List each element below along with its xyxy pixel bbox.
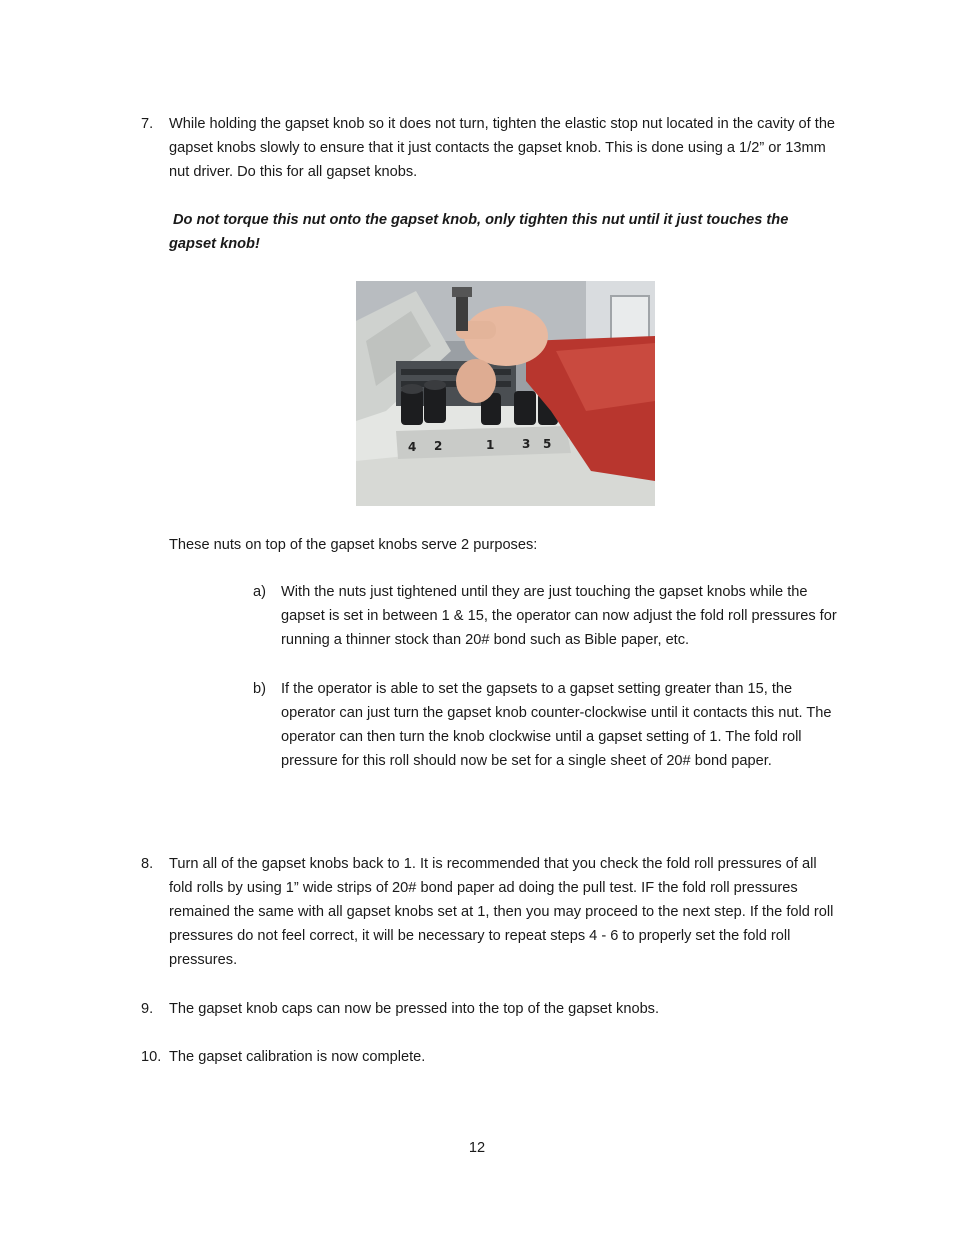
step-number-9: 9.	[141, 1001, 154, 1017]
step-text-8: Turn all of the gapset knobs back to 1. It is recommended that you check the fold roll pressures of all fold rolls by using 1” wide strips of 20# bond paper ad doing the pull test. IF the fold roll pressures remained the same with all gapset knobs set at 1, then you may proceed to the next step. If the fold roll pressures do not feel correct, it will be necessary to repeat steps 4 - 6 to properly set the fold roll pressures.	[169, 856, 834, 968]
knob-label-3: 3	[522, 437, 531, 451]
page-number: 12	[468, 1140, 486, 1156]
step-text-7: While holding the gapset knob so it does not turn, tighten the elastic stop nut located in the cavity of the gapset knobs slowly to ensure that it just contacts the gapset knob. This is done using a 1/2” or 13mm nut driver. Do this for all gapset knobs.	[169, 116, 836, 180]
step-text-9: The gapset knob caps can now be pressed into the top of the gapset knobs.	[169, 1001, 660, 1017]
sub-item-b-text: If the operator is able to set the gapsets to a gapset setting greater than 15, the operator can just turn the gapset knob counter-clockwise until it contacts this nut. The operator can then turn the knob clockwise until a gapset setting of 1. The fold roll pressure for this roll should now be set for a single sheet of 20# bond paper.	[281, 681, 832, 769]
step-number-10: 10.	[141, 1049, 162, 1065]
step-number-8: 8.	[141, 856, 154, 872]
knob-label-2: 2	[434, 439, 443, 453]
purposes-intro: These nuts on top of the gapset knobs serve 2 purposes:	[169, 537, 538, 553]
knob-label-5: 5	[543, 437, 552, 451]
sub-item-a-label: a)	[253, 584, 266, 600]
photo-illustration	[356, 281, 655, 506]
sub-item-b-label: b)	[253, 681, 266, 697]
step-number-7: 7.	[141, 116, 154, 132]
knob-label-4: 4	[408, 440, 417, 454]
knob-label-1: 1	[486, 438, 495, 452]
sub-item-a-text: With the nuts just tightened until they are just touching the gapset knobs while the gapset is set in between 1 & 15, the operator can now adjust the fold roll pressures for running a thinner stock than 20# bond such as Bible paper, etc.	[281, 584, 837, 648]
gapset-knob-photo	[356, 281, 655, 506]
warning-note: Do not torque this nut onto the gapset knob, only tighten this nut until it just touches the gapset knob!	[169, 212, 789, 252]
step-text-10: The gapset calibration is now complete.	[169, 1049, 426, 1065]
